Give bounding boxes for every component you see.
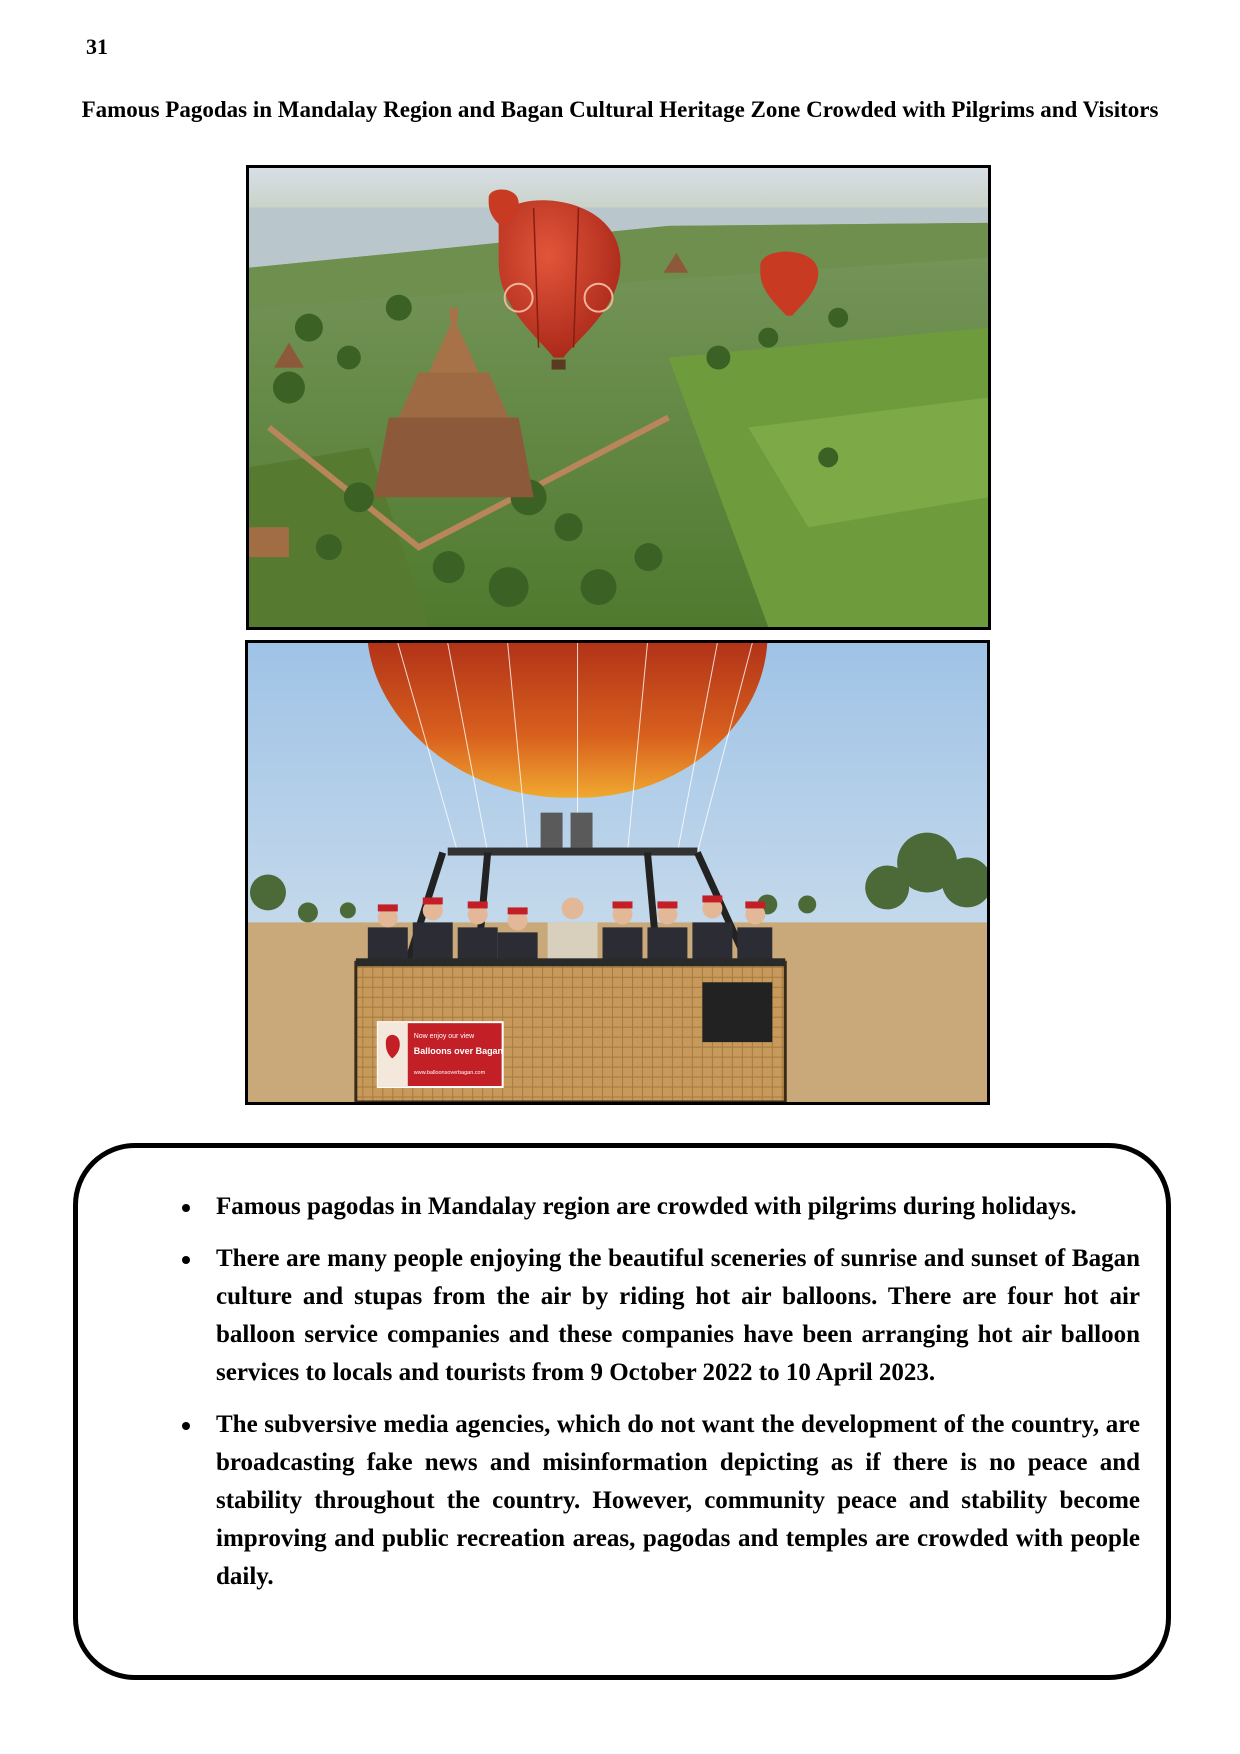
bullet-icon xyxy=(182,1256,190,1264)
bullet-item-media xyxy=(140,1406,1140,1596)
page-number: 31 xyxy=(86,34,108,59)
banner-line-2: Balloons over Bagan xyxy=(413,1046,504,1057)
bullet-list xyxy=(140,1188,1140,1610)
bagan-aerial-balloons-photo xyxy=(246,165,991,630)
balloon-company-banner xyxy=(378,1022,503,1087)
basket-scene-illustration xyxy=(248,643,987,1102)
banner-line-1: Now enjoy our view xyxy=(413,1033,475,1041)
bullet-text: There are many people enjoying the beautiful sceneries of sunrise and sunset of Bagan culture and stupas from the air by riding hot air balloons. There are four hot air balloon service companies and these companies have been arranging hot air balloon services to locals and tourists from 9 October 2022 to 10 April 2023. xyxy=(216,1245,1140,1386)
bullet-text: The subversive media agencies, which do not want the development of the country, are broadcasting fake news and misinformation depicting as if there is no peace and stability throughout the country. However, community peace and stability become improving and public recreation areas, pagodas and temples are crowded with people daily. xyxy=(216,1411,1140,1590)
balloon-basket-passengers-photo xyxy=(245,640,990,1105)
banner-line-3: www.balloonsoverbagan.com xyxy=(413,1070,486,1077)
bullet-item-pilgrims xyxy=(140,1188,1140,1226)
passengers-illustration xyxy=(368,895,772,967)
bullet-item-balloons xyxy=(140,1240,1140,1392)
page-title: Famous Pagodas in Mandalay Region and Bagan Cultural Heritage Zone Crowded with Pilgrims and Visitors xyxy=(81,97,1159,122)
bullet-icon xyxy=(182,1204,190,1212)
aerial-scene-illustration xyxy=(249,168,988,627)
bullet-text: Famous pagodas in Mandalay region are crowded with pilgrims during holidays. xyxy=(216,1193,1077,1220)
bullet-icon xyxy=(182,1422,190,1430)
info-box xyxy=(73,1143,1171,1680)
